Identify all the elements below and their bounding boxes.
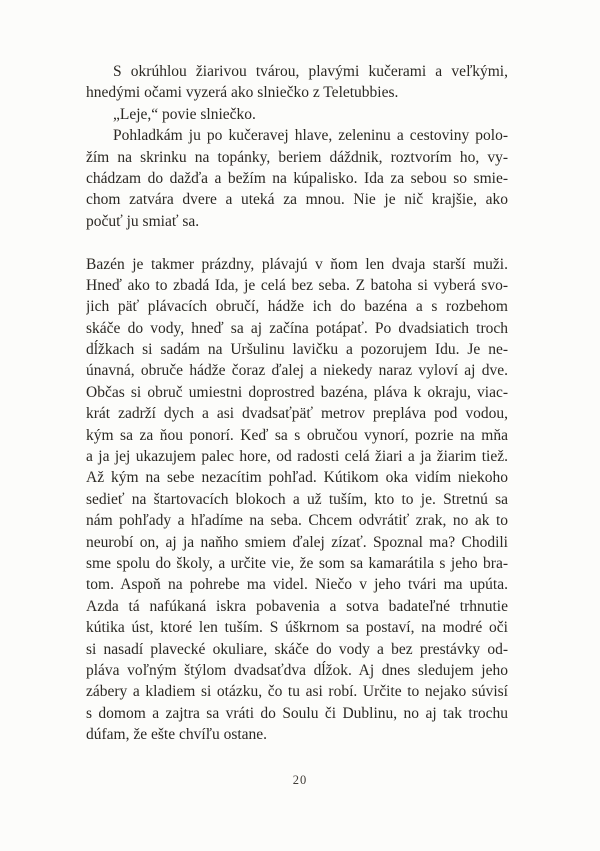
text-line: Až kým na sebe nezacítim pohľad. Kútikom oka vidím niekoho [86, 469, 508, 487]
paragraph [86, 104, 508, 125]
text-block [86, 61, 508, 746]
text-line: skáče do vody, hneď sa aj začína potápať. Po dvadsiatich troch [86, 319, 508, 337]
text-line: dúfam, že ešte chvíľu ostane. [86, 726, 268, 744]
text-line: sedieť na štartovacích blokoch a už tuším, kto to je. Stretnú sa [86, 490, 508, 508]
text-line: jich päť plávacích obručí, hádže ich do bazéna a s rozbehom [86, 298, 508, 316]
paragraph [86, 61, 508, 104]
text-line: žím na skrinku na topánky, beriem dáždnik, roztvorím ho, vy- [86, 148, 508, 166]
text-line: chádzam do dažďa a bežím na kúpalisko. Ida za sebou so smie- [86, 169, 508, 187]
paragraph [86, 254, 508, 746]
text-line: Bazén je takmer prázdny, plávajú v ňom len dvaja starší muži. [86, 255, 508, 273]
text-line: si nasadí plavecké okuliare, skáče do vody a bez prestávky od- [86, 640, 508, 658]
text-line: únavná, obruče hádže čoraz ďalej a niekedy naraz vyloví aj dve. [86, 362, 508, 380]
text-line: počuť ju smiať sa. [86, 212, 200, 230]
text-line: tom. Aspoň na pohrebe ma videl. Niečo v jeho tvári ma upúta. [86, 576, 508, 594]
text-line: kým sa za ňou ponorí. Keď sa s obručou vynorí, pozrie na mňa [86, 426, 508, 444]
text-line: nám pohľady a hľadíme na seba. Chcem odvrátiť zrak, no ak to [86, 512, 508, 530]
text-line: s domom a zajtra sa vráti do Soulu či Dublinu, no aj tak trochu [86, 704, 508, 722]
text-line: a ja jej ukazujem palec hore, od radosti celá žiari a ja žiarim tiež. [86, 448, 508, 466]
text-line: kútika úst, ktoré len tuším. S úškrnom sa postaví, na modré oči [86, 619, 508, 637]
text-line: chom zatvára dvere a uteká za mnou. Nie je nič krajšie, ako [86, 191, 508, 209]
text-line: neurobí on, aj ja naňho smiem ďalej zízať. Spoznal ma? Chodili [86, 533, 508, 551]
text-line: Občas si obruč umiestni doprostred bazéna, pláva k okraju, viac- [86, 383, 508, 401]
text-line: sme spolu do školy, a určite vie, že som sa kamarátila s jeho bra- [86, 554, 508, 572]
text-line: hnedými očami vyzerá ako slniečko z Teletubbies. [86, 84, 399, 102]
text-line: Pohladkám ju po kučeravej hlave, zeleninu a cestoviny polo- [113, 127, 508, 145]
text-line: pláva voľným štýlom dvadsaťdva dĺžok. Aj dnes sledujem jeho [86, 661, 508, 679]
page-number: 20 [292, 773, 308, 787]
text-line: dĺžkach si sadám na Uršulinu lavičku a pozorujem Idu. Je ne- [86, 341, 508, 359]
text-line: Azda tá nafúkaná iskra pobavenia a sotva badateľné trhnutie [86, 597, 508, 615]
text-line: zábery a kladiem si otázku, čo tu asi robí. Určite to nejako súvisí [86, 683, 508, 701]
text-line: S okrúhlou žiarivou tvárou, plavými kučerami a veľkými, [113, 63, 508, 80]
text-line: krát zadrží dych a asi dvadsaťpäť metrov prepláva pod vodou, [86, 405, 508, 423]
paragraph [86, 125, 508, 232]
text-line: Hneď ako to zbadá Ida, je celá bez seba. Z batoha si vyberá svo- [86, 276, 508, 294]
text-line: „Leje,“ povie slniečko. [113, 105, 256, 123]
